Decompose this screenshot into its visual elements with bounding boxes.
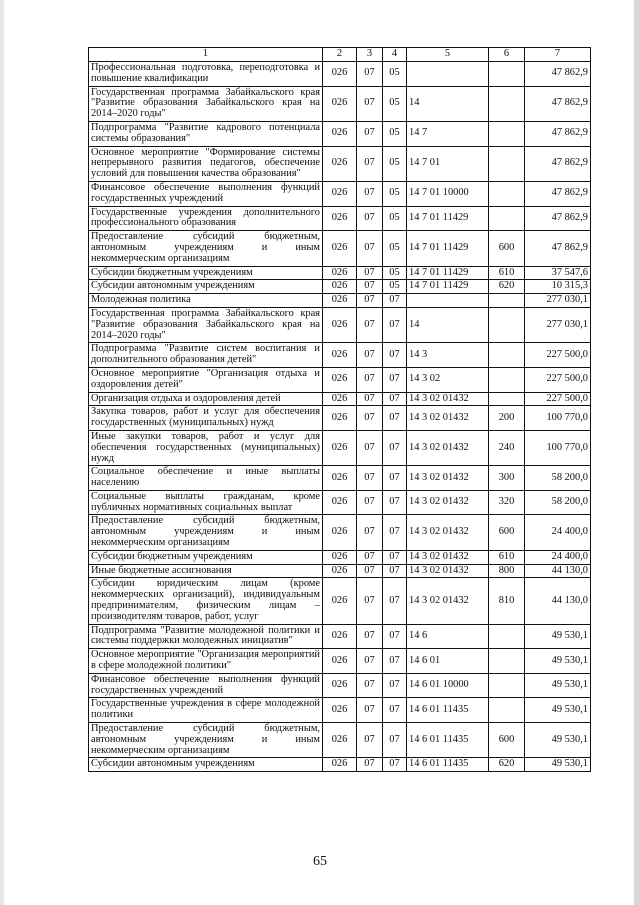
- cell-ministry-code: 026: [323, 266, 357, 280]
- cell-ministry-code: 026: [323, 86, 357, 121]
- page-edge-left: [0, 0, 4, 905]
- cell-name: Финансовое обеспечение выполнения функций государственных учреждений: [89, 673, 323, 698]
- cell-section: 07: [357, 406, 383, 431]
- table-row: [89, 266, 591, 280]
- cell-amount: 49 530,1: [525, 698, 591, 723]
- cell-ministry-code: 026: [323, 121, 357, 146]
- cell-subsection: 07: [383, 564, 407, 578]
- cell-amount: 24 400,0: [525, 515, 591, 550]
- cell-section: 07: [357, 564, 383, 578]
- table-row: [89, 515, 591, 550]
- cell-expense-type: [489, 206, 525, 231]
- cell-subsection: 07: [383, 673, 407, 698]
- cell-subsection: 07: [383, 698, 407, 723]
- cell-section: 07: [357, 294, 383, 308]
- cell-subsection: 07: [383, 515, 407, 550]
- table-row: [89, 430, 591, 465]
- cell-subsection: 07: [383, 578, 407, 624]
- cell-expense-type: [489, 367, 525, 392]
- table-row: [89, 181, 591, 206]
- cell-ministry-code: 026: [323, 406, 357, 431]
- cell-section: 07: [357, 266, 383, 280]
- table-row: [89, 723, 591, 758]
- cell-name: Основное мероприятие "Организация мероприятий в сфере молодежной политики": [89, 649, 323, 674]
- cell-ministry-code: 026: [323, 515, 357, 550]
- cell-section: 07: [357, 758, 383, 772]
- cell-subsection: 07: [383, 550, 407, 564]
- cell-target-article: 14 7 01: [407, 146, 489, 181]
- cell-subsection: 05: [383, 62, 407, 87]
- cell-name: Субсидии юридическим лицам (кроме некоммерческих организаций), индивидуальным предпринимателям, физическим лицам – производителям товаров, работ, услуг: [89, 578, 323, 624]
- cell-expense-type: [489, 698, 525, 723]
- cell-subsection: 07: [383, 649, 407, 674]
- cell-ministry-code: 026: [323, 343, 357, 368]
- cell-expense-type: 620: [489, 280, 525, 294]
- cell-amount: 44 130,0: [525, 564, 591, 578]
- table-row: [89, 86, 591, 121]
- cell-name: Государственная программа Забайкальского края "Развитие образования Забайкальского края на 2014–2020 годы": [89, 86, 323, 121]
- cell-section: 07: [357, 280, 383, 294]
- budget-table: [88, 47, 591, 772]
- cell-name: Социальные выплаты гражданам, кроме публичных нормативных социальных выплат: [89, 490, 323, 515]
- cell-section: 07: [357, 121, 383, 146]
- cell-target-article: [407, 62, 489, 87]
- cell-amount: 47 862,9: [525, 181, 591, 206]
- cell-amount: 49 530,1: [525, 673, 591, 698]
- cell-target-article: 14 6 01 10000: [407, 673, 489, 698]
- cell-expense-type: 240: [489, 430, 525, 465]
- cell-target-article: 14 7 01 11429: [407, 206, 489, 231]
- table-row: [89, 406, 591, 431]
- cell-ministry-code: 026: [323, 490, 357, 515]
- cell-amount: 44 130,0: [525, 578, 591, 624]
- cell-subsection: 05: [383, 280, 407, 294]
- cell-subsection: 05: [383, 121, 407, 146]
- table-row: [89, 367, 591, 392]
- cell-expense-type: [489, 121, 525, 146]
- cell-expense-type: 600: [489, 723, 525, 758]
- cell-ministry-code: 026: [323, 466, 357, 491]
- table-row: [89, 146, 591, 181]
- cell-section: 07: [357, 181, 383, 206]
- cell-amount: 100 770,0: [525, 406, 591, 431]
- cell-ministry-code: 026: [323, 181, 357, 206]
- cell-target-article: 14 3: [407, 343, 489, 368]
- cell-ministry-code: 026: [323, 206, 357, 231]
- cell-subsection: 07: [383, 758, 407, 772]
- cell-name: Подпрограмма "Развитие молодежной политики и системы поддержки молодежных инициатив": [89, 624, 323, 649]
- cell-expense-type: [489, 62, 525, 87]
- cell-target-article: 14 3 02 01432: [407, 490, 489, 515]
- cell-amount: 227 500,0: [525, 392, 591, 406]
- cell-ministry-code: 026: [323, 698, 357, 723]
- cell-target-article: 14 3 02 01432: [407, 430, 489, 465]
- column-header: 1: [89, 48, 323, 62]
- table-row: [89, 564, 591, 578]
- cell-section: 07: [357, 723, 383, 758]
- cell-section: 07: [357, 392, 383, 406]
- cell-ministry-code: 026: [323, 367, 357, 392]
- cell-target-article: 14 7 01 11429: [407, 231, 489, 266]
- cell-expense-type: [489, 624, 525, 649]
- cell-target-article: 14 3 02 01432: [407, 466, 489, 491]
- cell-section: 07: [357, 307, 383, 342]
- cell-subsection: 05: [383, 206, 407, 231]
- cell-amount: 37 547,6: [525, 266, 591, 280]
- cell-target-article: 14 3 02 01432: [407, 392, 489, 406]
- cell-ministry-code: 026: [323, 430, 357, 465]
- cell-subsection: 05: [383, 86, 407, 121]
- cell-name: Субсидии бюджетным учреждениям: [89, 550, 323, 564]
- cell-section: 07: [357, 146, 383, 181]
- cell-amount: 49 530,1: [525, 649, 591, 674]
- cell-expense-type: 620: [489, 758, 525, 772]
- cell-subsection: 05: [383, 146, 407, 181]
- cell-name: Государственная программа Забайкальского края "Развитие образования Забайкальского края на 2014–2020 годы": [89, 307, 323, 342]
- cell-amount: 227 500,0: [525, 367, 591, 392]
- cell-name: Молодежная политика: [89, 294, 323, 308]
- cell-name: Субсидии автономным учреждениям: [89, 280, 323, 294]
- cell-section: 07: [357, 343, 383, 368]
- cell-subsection: 05: [383, 181, 407, 206]
- table-row: [89, 121, 591, 146]
- cell-section: 07: [357, 430, 383, 465]
- cell-expense-type: [489, 343, 525, 368]
- cell-section: 07: [357, 578, 383, 624]
- column-header: 7: [525, 48, 591, 62]
- cell-ministry-code: 026: [323, 392, 357, 406]
- cell-expense-type: [489, 392, 525, 406]
- cell-target-article: 14 7: [407, 121, 489, 146]
- cell-ministry-code: 026: [323, 280, 357, 294]
- cell-expense-type: [489, 181, 525, 206]
- cell-target-article: [407, 294, 489, 308]
- column-header: 2: [323, 48, 357, 62]
- cell-expense-type: 600: [489, 231, 525, 266]
- table-row: [89, 343, 591, 368]
- cell-expense-type: 300: [489, 466, 525, 491]
- cell-subsection: 07: [383, 466, 407, 491]
- cell-target-article: 14: [407, 86, 489, 121]
- cell-name: Субсидии автономным учреждениям: [89, 758, 323, 772]
- cell-target-article: 14 3 02 01432: [407, 578, 489, 624]
- cell-target-article: 14 7 01 11429: [407, 266, 489, 280]
- cell-amount: 58 200,0: [525, 466, 591, 491]
- cell-amount: 58 200,0: [525, 490, 591, 515]
- table-body: [89, 62, 591, 772]
- cell-subsection: 07: [383, 430, 407, 465]
- cell-amount: 100 770,0: [525, 430, 591, 465]
- cell-name: Иные закупки товаров, работ и услуг для обеспечения государственных (муниципальных) нужд: [89, 430, 323, 465]
- cell-amount: 47 862,9: [525, 231, 591, 266]
- cell-name: Предоставление субсидий бюджетным, автономным учреждениям и иным некоммерческим организациям: [89, 723, 323, 758]
- cell-name: Подпрограмма "Развитие систем воспитания и дополнительного образования детей": [89, 343, 323, 368]
- cell-ministry-code: 026: [323, 231, 357, 266]
- cell-target-article: 14 6 01 11435: [407, 723, 489, 758]
- table-row: [89, 490, 591, 515]
- cell-subsection: 07: [383, 392, 407, 406]
- cell-ministry-code: 026: [323, 578, 357, 624]
- header-row: [89, 48, 591, 62]
- cell-expense-type: 800: [489, 564, 525, 578]
- cell-section: 07: [357, 62, 383, 87]
- cell-ministry-code: 026: [323, 294, 357, 308]
- table-row: [89, 673, 591, 698]
- cell-expense-type: [489, 86, 525, 121]
- cell-expense-type: [489, 649, 525, 674]
- cell-name: Профессиональная подготовка, переподготовка и повышение квалификации: [89, 62, 323, 87]
- cell-subsection: 05: [383, 266, 407, 280]
- table-row: [89, 758, 591, 772]
- cell-amount: 47 862,9: [525, 146, 591, 181]
- cell-target-article: 14 3 02 01432: [407, 564, 489, 578]
- page-number: 65: [313, 854, 327, 869]
- cell-amount: 47 862,9: [525, 86, 591, 121]
- cell-ministry-code: 026: [323, 62, 357, 87]
- column-header: 6: [489, 48, 525, 62]
- cell-ministry-code: 026: [323, 624, 357, 649]
- cell-target-article: 14 6 01 11435: [407, 698, 489, 723]
- table-row: [89, 649, 591, 674]
- cell-ministry-code: 026: [323, 723, 357, 758]
- cell-expense-type: [489, 307, 525, 342]
- cell-ministry-code: 026: [323, 649, 357, 674]
- table-row: [89, 206, 591, 231]
- cell-target-article: 14 6 01 11435: [407, 758, 489, 772]
- page-edge-right: [634, 0, 640, 905]
- cell-amount: 47 862,9: [525, 62, 591, 87]
- table-row: [89, 231, 591, 266]
- cell-expense-type: [489, 146, 525, 181]
- cell-name: Финансовое обеспечение выполнения функций государственных учреждений: [89, 181, 323, 206]
- cell-target-article: 14 6 01: [407, 649, 489, 674]
- cell-subsection: 07: [383, 406, 407, 431]
- cell-amount: 47 862,9: [525, 121, 591, 146]
- cell-section: 07: [357, 466, 383, 491]
- table-row: [89, 307, 591, 342]
- cell-name: Предоставление субсидий бюджетным, автономным учреждениям и иным некоммерческим организациям: [89, 231, 323, 266]
- cell-subsection: 07: [383, 624, 407, 649]
- cell-ministry-code: 026: [323, 550, 357, 564]
- cell-amount: 227 500,0: [525, 343, 591, 368]
- cell-section: 07: [357, 367, 383, 392]
- cell-section: 07: [357, 698, 383, 723]
- cell-subsection: 07: [383, 723, 407, 758]
- table-row: [89, 294, 591, 308]
- cell-expense-type: 810: [489, 578, 525, 624]
- cell-target-article: 14 3 02: [407, 367, 489, 392]
- cell-section: 07: [357, 490, 383, 515]
- cell-subsection: 07: [383, 343, 407, 368]
- table-row: [89, 466, 591, 491]
- cell-name: Основное мероприятие "Формирование системы непрерывного развития педагогов, обеспечение условий для повышения качества образования": [89, 146, 323, 181]
- table-row: [89, 578, 591, 624]
- cell-subsection: 07: [383, 294, 407, 308]
- cell-section: 07: [357, 515, 383, 550]
- cell-expense-type: 200: [489, 406, 525, 431]
- cell-name: Предоставление субсидий бюджетным, автономным учреждениям и иным некоммерческим организациям: [89, 515, 323, 550]
- cell-target-article: 14: [407, 307, 489, 342]
- cell-name: Подпрограмма "Развитие кадрового потенциала системы образования": [89, 121, 323, 146]
- cell-expense-type: [489, 673, 525, 698]
- cell-target-article: 14 3 02 01432: [407, 515, 489, 550]
- cell-name: Государственные учреждения дополнительного профессионального образования: [89, 206, 323, 231]
- cell-name: Иные бюджетные ассигнования: [89, 564, 323, 578]
- table-row: [89, 698, 591, 723]
- cell-amount: 277 030,1: [525, 307, 591, 342]
- cell-section: 07: [357, 673, 383, 698]
- cell-amount: 24 400,0: [525, 550, 591, 564]
- cell-target-article: 14 3 02 01432: [407, 406, 489, 431]
- cell-subsection: 05: [383, 231, 407, 266]
- cell-name: Социальное обеспечение и иные выплаты населению: [89, 466, 323, 491]
- cell-expense-type: 610: [489, 550, 525, 564]
- budget-table-container: [88, 47, 590, 772]
- column-header: 3: [357, 48, 383, 62]
- table-row: [89, 280, 591, 294]
- cell-name: Организация отдыха и оздоровления детей: [89, 392, 323, 406]
- cell-amount: 49 530,1: [525, 758, 591, 772]
- column-header: 4: [383, 48, 407, 62]
- cell-expense-type: [489, 294, 525, 308]
- table-row: [89, 624, 591, 649]
- cell-target-article: 14 3 02 01432: [407, 550, 489, 564]
- column-header: 5: [407, 48, 489, 62]
- cell-ministry-code: 026: [323, 146, 357, 181]
- cell-target-article: 14 7 01 10000: [407, 181, 489, 206]
- cell-ministry-code: 026: [323, 564, 357, 578]
- cell-amount: 47 862,9: [525, 206, 591, 231]
- cell-target-article: 14 7 01 11429: [407, 280, 489, 294]
- cell-name: Государственные учреждения в сфере молодежной политики: [89, 698, 323, 723]
- cell-subsection: 07: [383, 490, 407, 515]
- table-row: [89, 392, 591, 406]
- cell-amount: 277 030,1: [525, 294, 591, 308]
- cell-amount: 10 315,3: [525, 280, 591, 294]
- table-row: [89, 550, 591, 564]
- table-row: [89, 62, 591, 87]
- cell-ministry-code: 026: [323, 758, 357, 772]
- cell-ministry-code: 026: [323, 673, 357, 698]
- cell-target-article: 14 6: [407, 624, 489, 649]
- cell-section: 07: [357, 649, 383, 674]
- cell-section: 07: [357, 231, 383, 266]
- cell-expense-type: 320: [489, 490, 525, 515]
- cell-expense-type: 600: [489, 515, 525, 550]
- cell-section: 07: [357, 206, 383, 231]
- cell-section: 07: [357, 86, 383, 121]
- cell-section: 07: [357, 550, 383, 564]
- cell-section: 07: [357, 624, 383, 649]
- cell-expense-type: 610: [489, 266, 525, 280]
- cell-name: Закупка товаров, работ и услуг для обеспечения государственных (муниципальных) нужд: [89, 406, 323, 431]
- cell-subsection: 07: [383, 367, 407, 392]
- cell-name: Основное мероприятие "Организация отдыха и оздоровления детей": [89, 367, 323, 392]
- cell-subsection: 07: [383, 307, 407, 342]
- cell-amount: 49 530,1: [525, 624, 591, 649]
- cell-amount: 49 530,1: [525, 723, 591, 758]
- cell-name: Субсидии бюджетным учреждениям: [89, 266, 323, 280]
- cell-ministry-code: 026: [323, 307, 357, 342]
